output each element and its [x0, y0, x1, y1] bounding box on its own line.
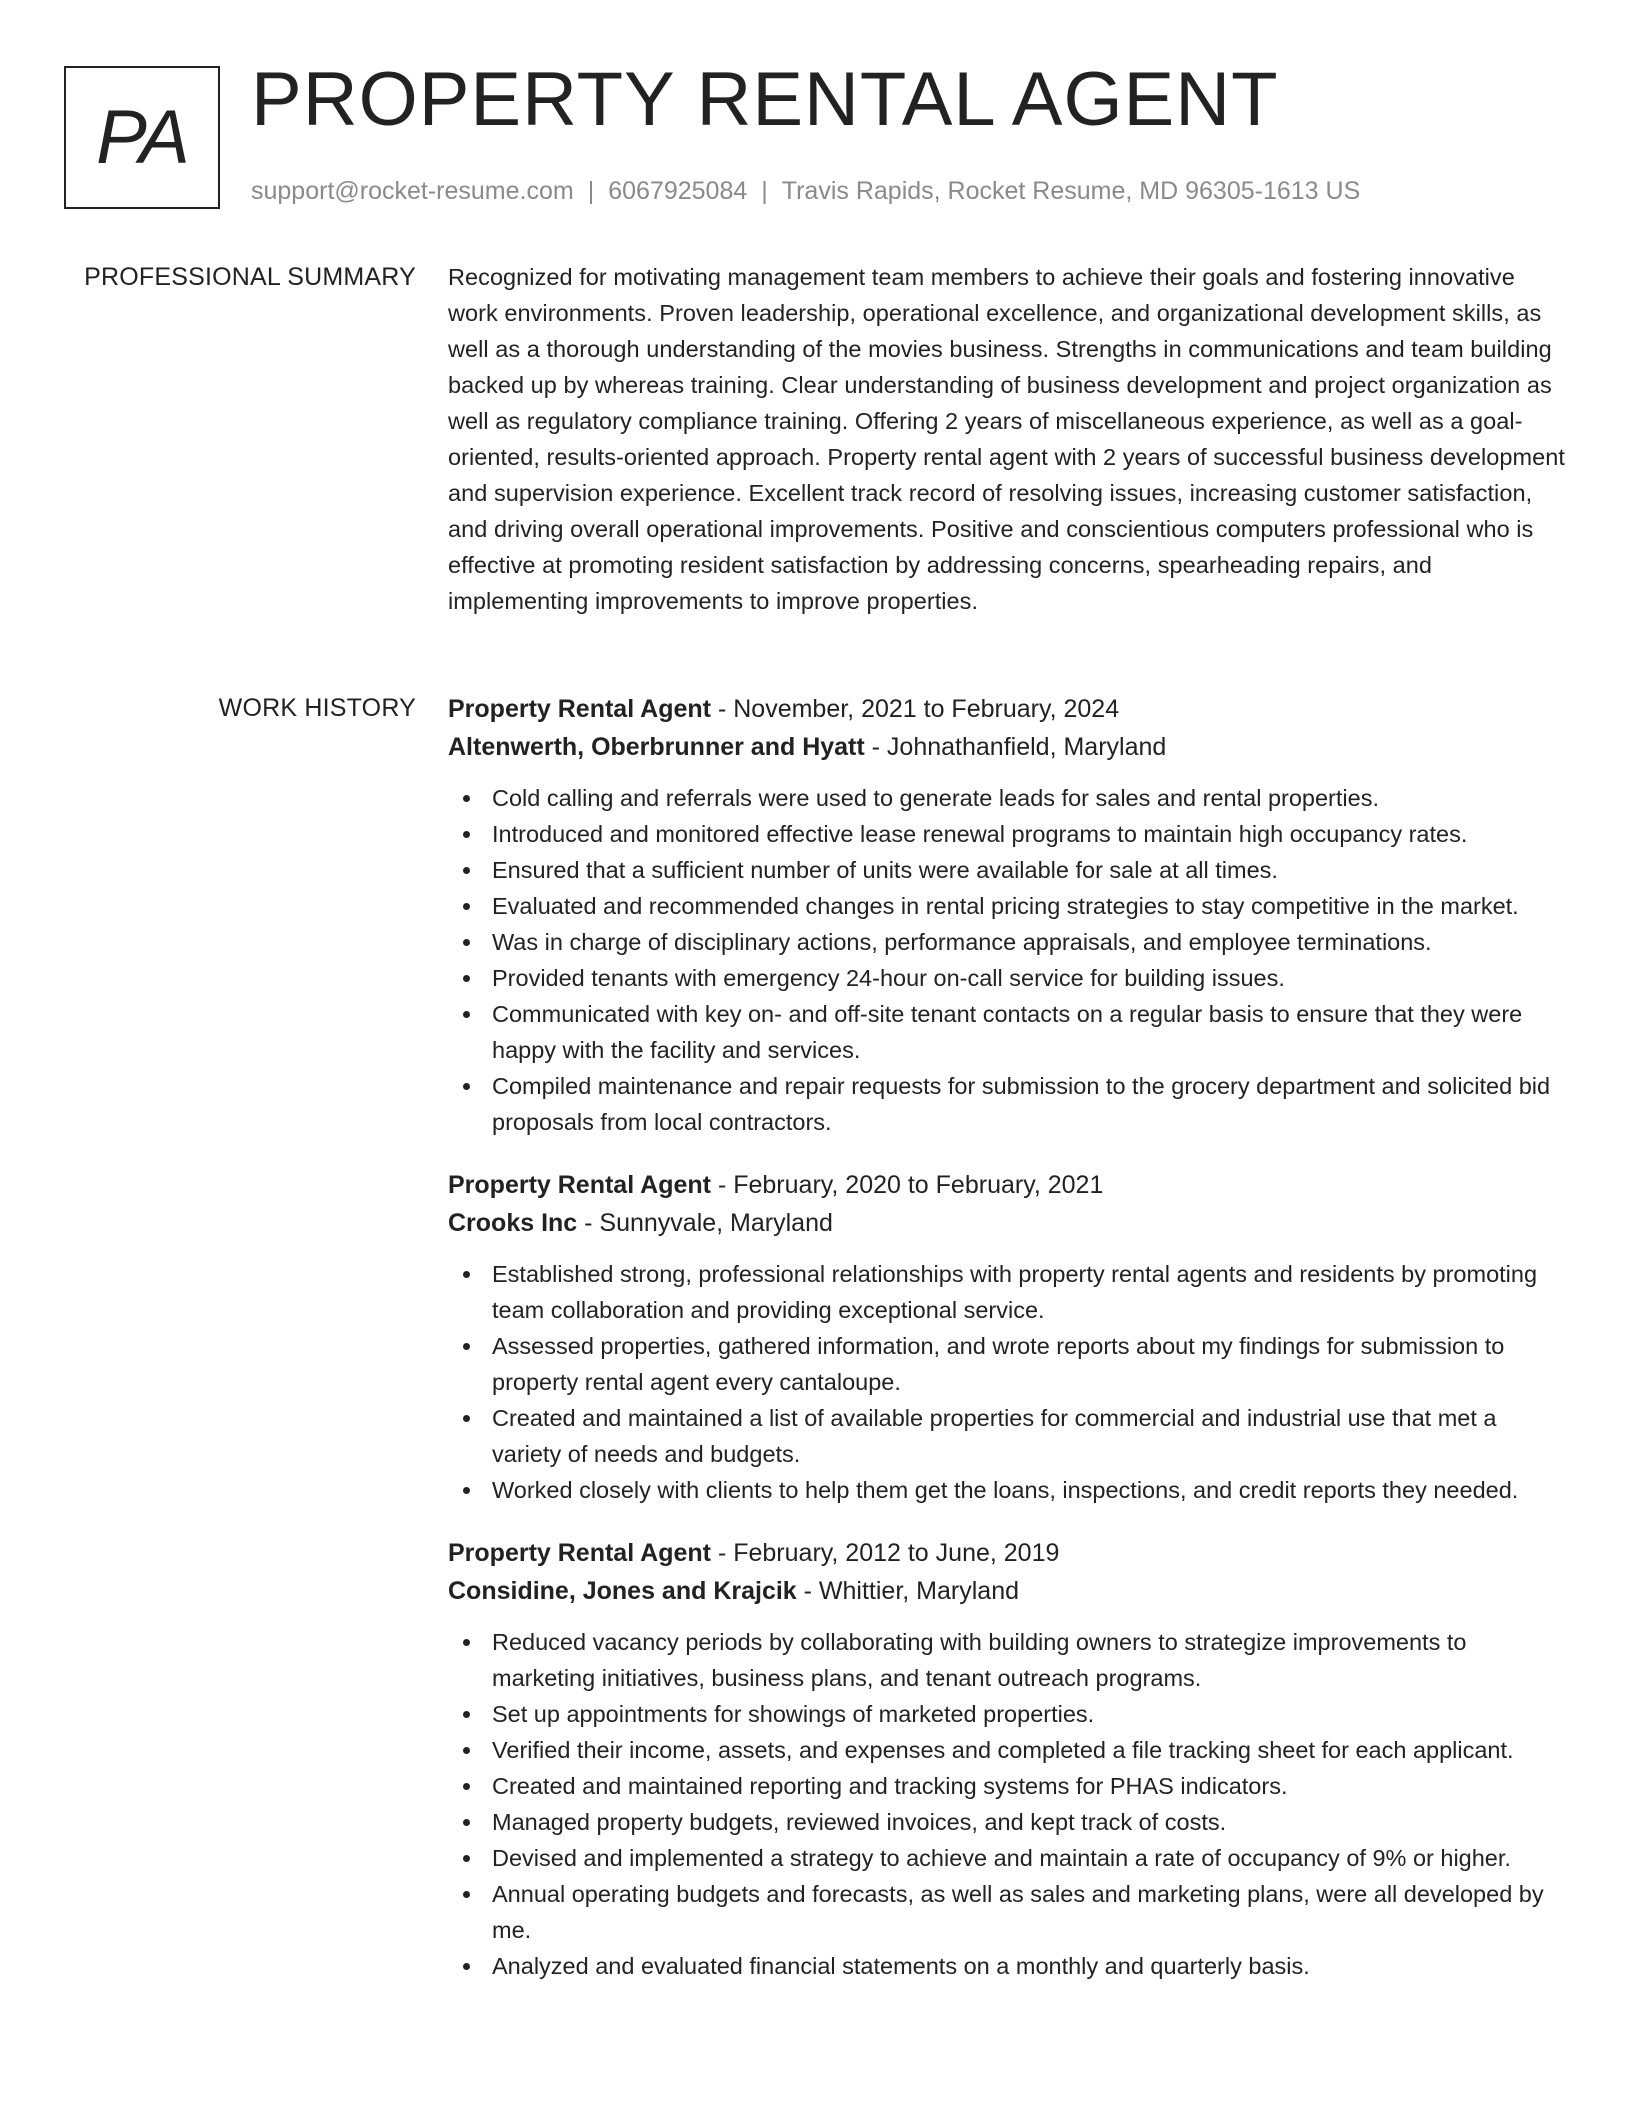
list-item: Set up appointments for showings of marketed properties.: [448, 1696, 1568, 1732]
list-item: Devised and implemented a strategy to achieve and maintain a rate of occupancy of 9% or higher.: [448, 1840, 1568, 1876]
contact-line: [251, 176, 1360, 206]
job-dates: - November, 2021 to February, 2024: [711, 695, 1120, 723]
job-entry: [448, 1534, 1568, 1984]
monogram-box: [64, 66, 220, 209]
job-dates: - February, 2020 to February, 2021: [711, 1171, 1104, 1199]
list-item: Cold calling and referrals were used to generate leads for sales and rental properties.: [448, 780, 1568, 816]
job-company: Altenwerth, Oberbrunner and Hyatt: [448, 733, 865, 761]
list-item: Reduced vacancy periods by collaborating with building owners to strategize improvements to marketing initiatives, business plans, and tenant outreach programs.: [448, 1624, 1568, 1696]
job-bullets: [448, 1624, 1568, 1984]
job-entry: [448, 690, 1568, 1140]
list-item: Established strong, professional relationships with property rental agents and residents by promoting team collaboration and providing exceptional service.: [448, 1256, 1568, 1328]
job-location: - Johnathanfield, Maryland: [864, 733, 1167, 761]
job-title: Property Rental Agent: [448, 1539, 712, 1567]
monogram-initials: PA: [96, 94, 188, 180]
job-title: Property Rental Agent: [448, 1171, 712, 1199]
list-item: Assessed properties, gathered information, and wrote reports about my findings for submission to property rental agent every cantaloupe.: [448, 1328, 1568, 1400]
job-company-line: [448, 1572, 1568, 1610]
job-title: Property Rental Agent: [448, 695, 712, 723]
job-title-line: [448, 690, 1568, 728]
job-dates: - February, 2012 to June, 2019: [711, 1539, 1060, 1567]
list-item: Communicated with key on- and off-site tenant contacts on a regular basis to ensure that they were happy with the facility and services.: [448, 996, 1568, 1068]
job-bullets: [448, 1256, 1568, 1508]
list-item: Compiled maintenance and repair requests for submission to the grocery department and solicited bid proposals from local contractors.: [448, 1068, 1568, 1140]
job-company: Crooks Inc: [448, 1209, 578, 1237]
job-company: Considine, Jones and Krajcik: [448, 1577, 797, 1605]
work-history-list: [448, 690, 1568, 2010]
contact-separator: |: [761, 177, 768, 205]
job-company-line: [448, 1204, 1568, 1242]
job-location: - Whittier, Maryland: [796, 1577, 1019, 1605]
job-company-line: [448, 728, 1568, 766]
list-item: Managed property budgets, reviewed invoices, and kept track of costs.: [448, 1804, 1568, 1840]
summary-text: Recognized for motivating management team members to achieve their goals and fostering innovative work environments. Proven leadership, operational excellence, and organizational development skills, as well as a thorough understanding of the movies business. Strengths in communications and team building backed up by whereas training. Clear understanding of business development and project organization as well as regulatory compliance training. Offering 2 years of miscellaneous experience, as well as a goal-oriented, results-oriented approach. Property rental agent with 2 years of successful business development and supervision experience. Excellent track record of resolving issues, increasing customer satisfaction, and driving overall operational improvements. Positive and conscientious computers professional who is effective at promoting resident satisfaction by addressing concerns, spearheading repairs, and implementing improvements to improve properties.: [448, 264, 1565, 614]
contact-separator: |: [587, 177, 595, 205]
list-item: Created and maintained a list of available properties for commercial and industrial use that met a variety of needs and budgets.: [448, 1400, 1568, 1472]
contact-email: support@rocket-resume.com: [251, 177, 574, 205]
section-label-summary: PROFESSIONAL SUMMARY: [84, 263, 416, 291]
list-item: Provided tenants with emergency 24-hour on-call service for building issues.: [448, 960, 1568, 996]
list-item: Introduced and monitored effective lease renewal programs to maintain high occupancy rates.: [448, 816, 1568, 852]
job-location: - Sunnyvale, Maryland: [577, 1209, 833, 1237]
list-item: Annual operating budgets and forecasts, as well as sales and marketing plans, were all developed by me.: [448, 1876, 1568, 1948]
list-item: Analyzed and evaluated financial statements on a monthly and quarterly basis.: [448, 1948, 1568, 1984]
list-item: Created and maintained reporting and tracking systems for PHAS indicators.: [448, 1768, 1568, 1804]
contact-address: Travis Rapids, Rocket Resume, MD 96305-1613 US: [781, 177, 1361, 205]
list-item: Verified their income, assets, and expenses and completed a file tracking sheet for each applicant.: [448, 1732, 1568, 1768]
section-label-work-history: WORK HISTORY: [218, 694, 416, 722]
job-title-line: [448, 1166, 1568, 1204]
list-item: Was in charge of disciplinary actions, performance appraisals, and employee terminations.: [448, 924, 1568, 960]
list-item: Evaluated and recommended changes in rental pricing strategies to stay competitive in the market.: [448, 888, 1568, 924]
list-item: Ensured that a sufficient number of units were available for sale at all times.: [448, 852, 1568, 888]
list-item: Worked closely with clients to help them get the loans, inspections, and credit reports they needed.: [448, 1472, 1568, 1508]
job-entry: [448, 1166, 1568, 1508]
job-title-line: [448, 1534, 1568, 1572]
contact-phone: 6067925084: [608, 177, 748, 205]
resume-title: PROPERTY RENTAL AGENT: [251, 57, 1279, 142]
job-bullets: [448, 780, 1568, 1140]
